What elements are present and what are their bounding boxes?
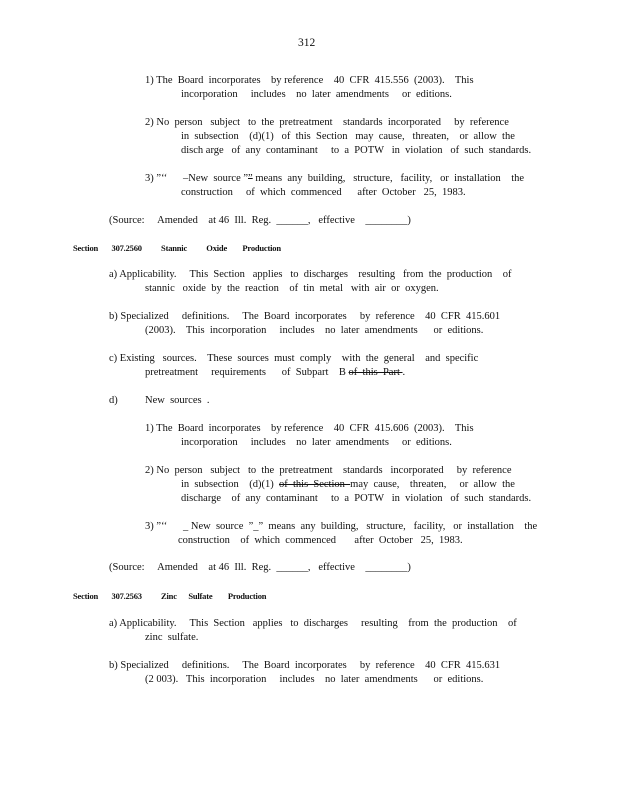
2560-c-line-2 — [145, 366, 405, 379]
d1-line-2: incorporation includes no later amendments or editions. — [181, 89, 452, 100]
2560-d2-line-2 — [181, 478, 515, 491]
2563-b-line-1: b) Specialized definitions. The Board incorporates by reference 40 CFR 415.631 — [109, 660, 501, 671]
2560-b-line-2: (2003). This incorporation includes no later amendments or editions. — [145, 325, 484, 336]
source-note-2560: (Source: Amended at 46 Ill. Reg. ______, effective ________) — [109, 562, 411, 573]
d3-prefix: 3) ”‘‘ –New source ” — [145, 173, 249, 184]
d3-line-2: construction of which commenced after October 25, 1983. — [181, 187, 466, 198]
d3-rest: means any building, structure, facility, or installation the — [255, 173, 525, 184]
section-heading-2563: Section 307.2563 Zinc Sulfate Production — [73, 591, 267, 601]
2560-d2-line-1: 2) No person subject to the pretreatment standards incorporated by reference — [145, 465, 512, 476]
2560-d2-post: may cause, threaten, or allow the — [350, 479, 515, 490]
2560-d3-line-2: construction of which commenced after October 25, 1983. — [178, 535, 463, 546]
2560-d2-pre: in subsection (d)(1) — [181, 479, 279, 490]
2560-d-text: New sources . — [145, 395, 210, 406]
source-note-2556: (Source: Amended at 46 Ill. Reg. ______, effective ________) — [109, 215, 411, 226]
2560-c-end: . — [402, 367, 406, 378]
page-number: 312 — [298, 37, 316, 49]
2560-c-struck: of this Part — [348, 367, 403, 378]
d1-line-1: 1) The Board incorporates by reference 40 CFR 415.556 (2003). This — [145, 75, 474, 86]
2560-c-text: pretreatment requirements of Subpart B — [145, 367, 349, 378]
2560-d1-line-1: 1) The Board incorporates by reference 40 CFR 415.606 (2003). This — [145, 423, 474, 434]
d2-line-1: 2) No person subject to the pretreatment standards incorporated by reference — [145, 117, 509, 128]
2563-a-line-1: a) Applicability. This Section applies to discharges resulting from the production of — [109, 618, 517, 629]
2560-d2-struck: of this Section — [278, 479, 351, 490]
2563-a-line-2: zinc sulfate. — [145, 632, 199, 643]
d2-line-3: disch arge of any contaminant to a POTW in violation of such standards. — [181, 145, 532, 156]
d3-struck: ” — [248, 173, 253, 184]
2560-d3-line-1: 3) ”‘‘ _ New source ”_” means any building, structure, facility, or installation the — [145, 521, 538, 532]
2563-b-line-2: (2 003). This incorporation includes no later amendments or editions. — [145, 674, 484, 685]
2560-d-label: d) — [109, 395, 118, 406]
d3-line-1 — [145, 172, 524, 185]
section-heading-2560: Section 307.2560 Stannic Oxide Production — [73, 243, 281, 253]
2560-d2-line-3: discharge of any contaminant to a POTW in violation of such standards. — [181, 493, 532, 504]
2560-b-line-1: b) Specialized definitions. The Board incorporates by reference 40 CFR 415.601 — [109, 311, 501, 322]
2560-d1-line-2: incorporation includes no later amendments or editions. — [181, 437, 452, 448]
2560-a-line-1: a) Applicability. This Section applies to discharges resulting from the production of — [109, 269, 512, 280]
2560-a-line-2: stannic oxide by the reaction of tin metal with air or oxygen. — [145, 283, 439, 294]
2560-c-line-1: c) Existing sources. These sources must comply with the general and specific — [109, 353, 479, 364]
d2-line-2: in subsection (d)(1) of this Section may cause, threaten, or allow the — [181, 131, 515, 142]
